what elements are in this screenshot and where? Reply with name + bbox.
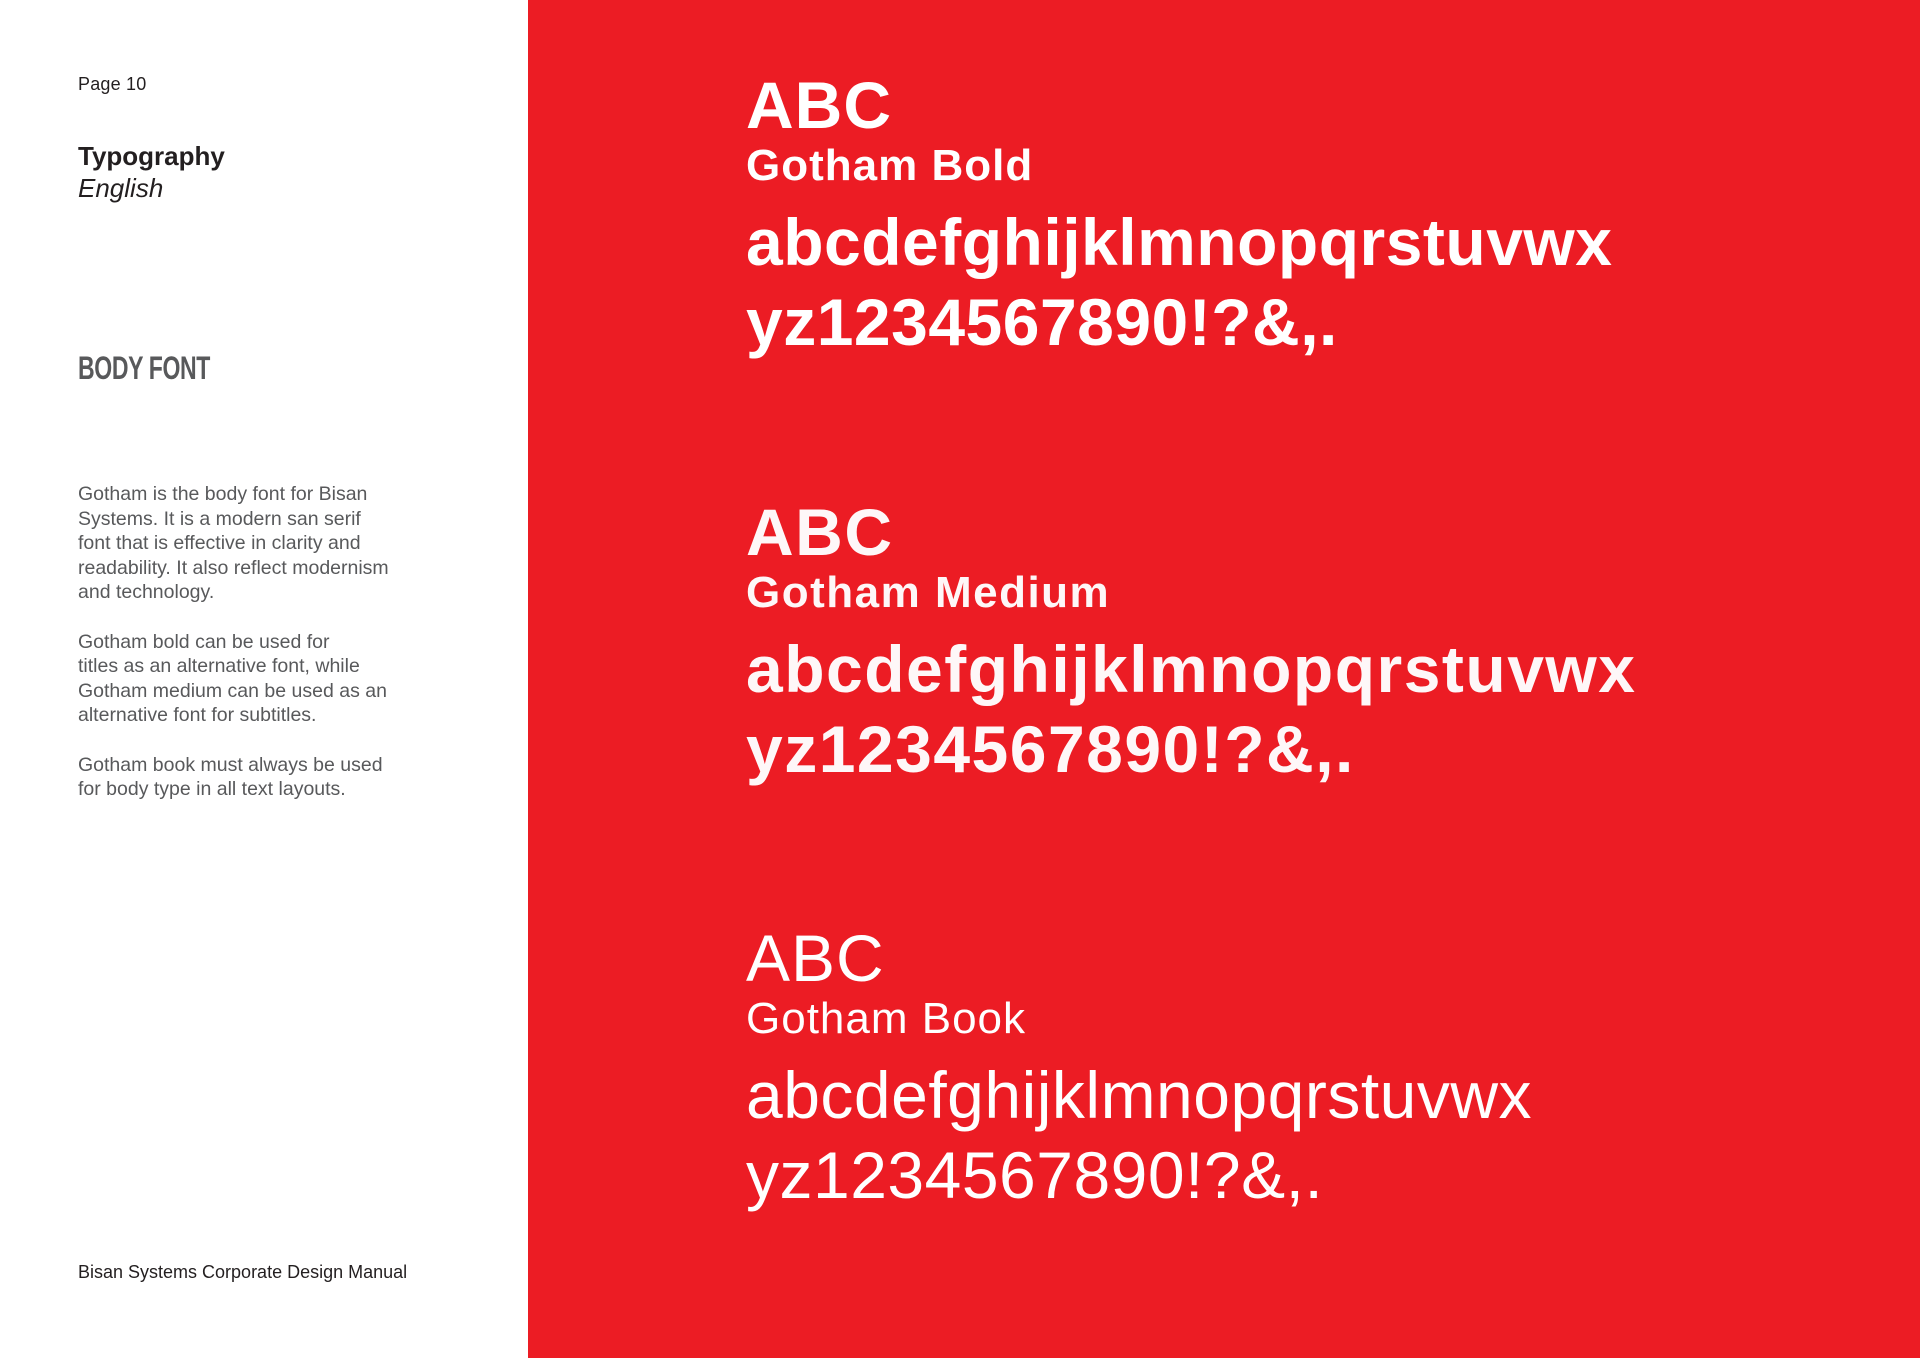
specimen-abc: ABC (746, 921, 885, 995)
specimen-font-name: Gotham Bold (746, 141, 1034, 190)
specimen-abc: ABC (746, 68, 892, 142)
description-paragraph: Gotham book must always be used for body type in all text layouts. (78, 753, 383, 801)
description-paragraph: Gotham bold can be used for titles as an alternative font, while Gotham medium can be used as an alternative font for subtitles. (78, 630, 387, 727)
description-paragraph: Gotham is the body font for Bisan Systems. It is a modern san serif font that is effective in clarity and readability. It also reflect modernism and technology. (78, 483, 389, 604)
specimen-gotham-medium (746, 497, 1636, 789)
specimen-glyphs-line-1: abcdefghijklmnopqrstuvwx (746, 205, 1613, 279)
specimen-glyphs-line-1: abcdefghijklmnopqrstuvwx (746, 632, 1637, 706)
specimen-glyphs-line-1: abcdefghijklmnopqrstuvwx (746, 1058, 1533, 1132)
specimen-font-name: Gotham Book (746, 994, 1027, 1043)
specimen-font-name: Gotham Medium (746, 568, 1111, 617)
left-panel (0, 0, 528, 1358)
specimen-abc: ABC (746, 495, 894, 569)
body-font-heading: BODY FONT (78, 350, 211, 386)
font-description (78, 482, 468, 826)
section-subtitle: English (78, 173, 164, 203)
section-title: Typography (78, 141, 225, 171)
specimen-panel (528, 0, 1920, 1358)
page-footer: Bisan Systems Corporate Design Manual (78, 1262, 408, 1282)
specimen-glyphs-line-2: yz1234567890!?&,. (746, 1138, 1324, 1212)
page-number: Page 10 (78, 74, 147, 94)
specimen-glyphs-line-2: yz1234567890!?&,. (746, 285, 1338, 359)
specimen-gotham-book (746, 923, 1532, 1215)
specimen-glyphs-line-2: yz1234567890!?&,. (746, 712, 1355, 786)
specimen-gotham-bold (746, 70, 1612, 362)
